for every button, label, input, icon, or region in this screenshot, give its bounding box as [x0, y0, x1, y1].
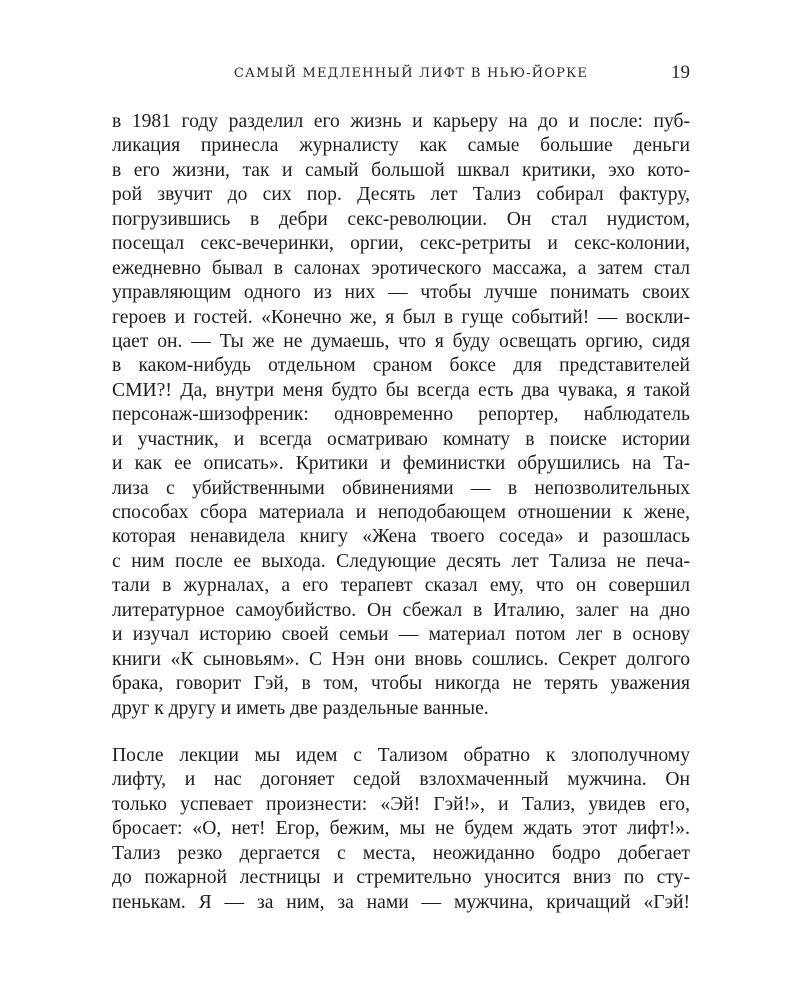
text-line: литературное самоубийство. Он сбежал в Италию, залег на дно: [112, 599, 690, 621]
text-line: СМИ?! Да, внутри меня будто бы всегда есть два чувака, я такой: [112, 379, 690, 401]
running-title: САМЫЙ МЕДЛЕННЫЙ ЛИФТ В НЬЮ-ЙОРКЕ: [233, 66, 589, 81]
text-line: в его жизни, так и самый большой шквал критики, эхо кото-: [112, 159, 690, 181]
text-line: персонаж-шизофреник: одновременно репортер, наблюдатель: [112, 404, 690, 426]
text-line: бросает: «О, нет! Егор, бежим, мы не будем ждать этот лифт!».: [112, 818, 690, 840]
text-line: и участник, и всегда осматриваю комнату в поиске истории: [112, 428, 690, 450]
text-line: После лекции мы идем с Тализом обратно к злополучному: [112, 744, 690, 766]
body-text: [112, 110, 690, 915]
text-line: лиза с убийственными обвинениями — в непозволительных: [112, 477, 690, 499]
running-header: [112, 62, 690, 86]
text-line: тали в журналах, а его терапевт сказал ему, что он совершил: [112, 575, 690, 597]
text-line: рой звучит до сих пор. Десять лет Тализ собирал фактуру,: [112, 184, 690, 206]
text-line: которая ненавидела книгу «Жена твоего соседа» и разошлась: [112, 526, 690, 548]
text-line: и изучал историю своей семьи — материал потом лег в основу: [112, 624, 690, 646]
text-line: ежедневно бывал в салонах эротического массажа, а затем стал: [112, 257, 690, 279]
text-line: только успевает произнести: «Эй! Гэй!», и Тализ, увидев его,: [112, 793, 690, 815]
text-line: героев и гостей. «Конечно же, я был в гуще событий! — воскли-: [112, 306, 690, 328]
text-line: в 1981 году разделил его жизнь и карьеру на до и после: пуб-: [112, 111, 690, 132]
paragraph-2: [112, 744, 690, 915]
text-line: Тализ резко дергается с места, неожиданно бодро добегает: [112, 842, 690, 864]
paragraph-1: [112, 110, 690, 721]
text-line: способах сбора материала и неподобающем отношении к жене,: [112, 502, 690, 523]
text-line: цает он. — Ты же не думаешь, что я буду освещать оргию, сидя: [112, 330, 690, 352]
text-line: с ним после ее выхода. Следующие десять лет Тализа не печа-: [112, 550, 690, 572]
text-line: ликация принесла журналисту как самые большие деньги: [112, 135, 690, 157]
text-line: книги «К сыновьям». С Нэн они вновь сошлись. Секрет долгого: [112, 648, 690, 670]
text-line: друг к другу и иметь две раздельные ванные.: [112, 697, 489, 719]
text-line: в каком-нибудь отдельном сраном боксе для представителей: [112, 355, 690, 377]
text-line: управляющим одного из них — чтобы лучше понимать своих: [112, 282, 690, 304]
text-line: посещал секс-вечеринки, оргии, секс-ретриты и секс-колонии,: [112, 233, 690, 255]
text-line: брака, говорит Гэй, в том, чтобы никогда не терять уважения: [112, 673, 690, 695]
text-line: и как ее описать». Критики и феминистки обрушились на Та-: [112, 453, 690, 475]
page-number: 19: [671, 62, 690, 83]
text-line: пенькам. Я — за ним, за нами — мужчина, кричащий «Гэй!: [112, 891, 690, 913]
text-line: лифту, и нас догоняет седой взлохмаченный мужчина. Он: [112, 769, 690, 791]
text-line: погрузившись в дебри секс-революции. Он стал нудистом,: [112, 208, 690, 230]
text-line: до пожарной лестницы и стремительно уносится вниз по сту-: [112, 867, 690, 889]
